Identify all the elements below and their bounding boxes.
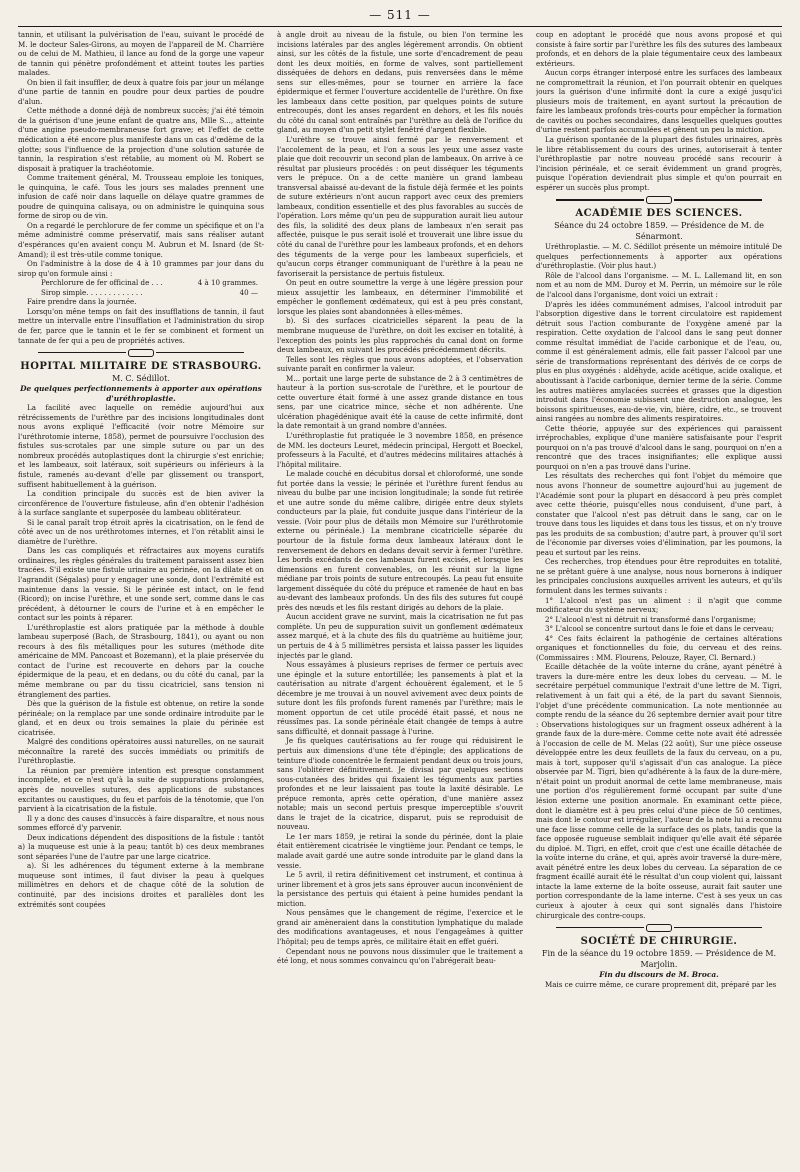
paragraph: Lorsqu'on mêne temps on fait des insufflations de tannin, il faut mettre un intervalle entre l'insufflation et l'administration du sirop de fer, parce que le tannin et le fer se combinent et forment un tannate de fer qui a peu de propriétés actives.: [18, 306, 264, 345]
paragraph: D'après les idées communément admises, l'alcool introduit par l'absorption digestive dans le torrent circulatoire est rapidement détruit sous l'action comburante de l'oxygène amené par la respiration. Cette oxydation de l'alcool dans le sang peut donner comme résultat immédiat de l'acide carbonique et de l'eau, ou, comme il est généralement admis, elle fait passer l'alcool par une série de transformations représentant des dérivés de ce corps de plus en plus oxygénés : aldéhyde, acide acétique, acide oxalique, et aboutissant à l'acide carbonique, dernier terme de la série. Comme les autres matières amylacées sucrées et grasses que la digestion introduit dans l'économie subissent une destruction analogue, les boissons spiritueuses, eau-de-vie, vin, bière, cidre, etc., se trouvent ainsi rangées au nombre des aliments respiratoires.: [536, 299, 782, 424]
paragraph: On peut en outre soumettre la verge à une légère pression pour mieux assujettir les lambeaux, en déterminer l'immobilité et empêcher le gonflement œdémateux, qui est à peu près constant, lorsque les plaies sont abandonnées à elles-mêmes.: [277, 278, 523, 316]
recipe-qty: 4 à 10 grammes.: [197, 278, 258, 288]
paragraph: Ces recherches, trop étendues pour être reproduites en totalité, ne se prêtant guère à une analyse, nous nous bornerons à indiquer les principales conclusions auxquelles arrivent les auteurs, et qu'ils formulent dans les termes suivants :: [536, 557, 782, 595]
paragraph: Comme traitement général, M. Trousseau emploie les toniques, le quinquina, le café. Tous les jours ses malades prennent une infusion de café noir dans laquelle on délaye quatre grammes de poudre de quinquina calisaya, ou on administre le quinquina sous forme de sirop ou de vin.: [18, 173, 264, 221]
paragraph: coup en adoptant le procédé que nous avons proposé et qui consiste à faire sortir par l'urèthre les fils des sutures des lambeaux profonds, et en dehors de la plaie tégumentaire ceux des lambeaux extérieurs.: [536, 30, 782, 68]
paragraph: à angle droit au niveau de la fistule, ou bien l'on termine les incisions latérales par des angles légèrement arrondis. On obtient ainsi, sur les côtés de la fistule, une sorte d'encadrement de peau dont les deux moitiés, en forme de valves, sont partiellement disséquées de dehors en dedans, puis renversées dans le même sens sur elles-mêmes, pour se tourner en arrière la face épidermique et fermer l'ouverture accidentelle de l'urèthre. On fixe les lambeaux dans cette position, par quelques points de suture entrecoupés, dont les anses regardent en dehors, et les fils noués du côté du canal sont entraînés par l'urèthre au delà de l'orifice du gland, au moyen d'un petit stylet fenêtré d'argent flexible.: [277, 30, 523, 135]
paragraph: M... portait une large perte de substance de 2 à 3 centimètres de hauteur à la portion sus-scrotale de l'urèthre, et le pourtour de cette ouverture était formé à une assez grande distance en tous sens, par une cicatrice mince, sèche et non adhérente. Une ulcération phagédénique avait été la cause de cette infirmité, dont la date remontait à un grand nombre d'années.: [277, 373, 523, 431]
paragraph: 4° Ces faits éclairent la pathogénie de certaines altérations organiques et fonctionnelles du foie, du cerveau et des reins. (Commissaires : MM. Flourens, Pelouze, Rayer, Cl. Bernard.): [536, 633, 782, 662]
paragraph: La guérison spontanée de la plupart des fistules urinaires, après le libre rétablissement du cours des urines, autoriserait à tenter l'uréthroplastie par notre nouveau procédé sans recourir à l'incision périnéale, et ce serait évidemment un grand progrès, puisque l'opération deviendrait plus simple et qu'on pourrait en espérer un succès plus prompt.: [536, 135, 782, 192]
section-divider: [556, 924, 762, 931]
paragraph: Deux indications dépendent des dispositions de la fistule : tantôt a) la muqueuse est unie à la peau; tantôt b) ces deux membranes sont séparées l'une de l'autre par une large cicatrice.: [18, 832, 264, 861]
recipe: [18, 278, 264, 297]
paragraph: tannin, et utilisant la pulvérisation de l'eau, suivant le procédé de M. le docteur Sales-Girons, au moyen de l'appareil de M. Charrière ou de celui de M. Mathieu, il lance au fond de la gorge une vapeur de tannin qui pénètre profondément et atteint toutes les parties malades.: [18, 30, 264, 78]
column-3: [536, 30, 782, 1168]
paragraph: Cette théorie, appuyée sur des expériences qui paraissent irréprochables, explique d'une manière satisfaisante pour l'esprit pourquoi on n'a pas trouvé d'alcool dans le sang, pourquoi on n'en a rencontré que des traces insignifiantes; elle explique aussi pourquoi on n'en a pas trouvé dans l'urine.: [536, 423, 782, 471]
column-1: [18, 30, 264, 1168]
paragraph: Aucun corps étranger interposé entre les surfaces des lambeaux ne compromettrait la réunion, et l'on pourrait obtenir en quelques jours la guérison d'une infirmité dont la cure a exigé jusqu'ici plusieurs mois de traitement, en ayant surtout la précaution de faire les lambeaux profonds très-courts pour empêcher la formation de cavités ou poches secondaires, dans lesquelles quelques gouttes d'urine restent parfois accumulées et gênent un peu la miction.: [536, 68, 782, 135]
paragraph: L'uréthroplastie fut pratiquée le 3 novembre 1858, en présence de MM. les docteurs Leuret, médecin principal, Hergott et Boeckel, professeurs à la Faculté, et d'autres médecins militaires attachés à l'hôpital militaire.: [277, 430, 523, 469]
paragraph: Faire prendre dans la journée.: [27, 297, 137, 307]
surgery-session: Fin de la séance du 19 octobre 1859. — Présidence de M. Marjolin.: [541, 949, 777, 970]
section-title: HOPITAL MILITAIRE DE STRASBOURG.: [20, 361, 262, 373]
surgery-topic: Fin du discours de M. Broca.: [599, 970, 719, 980]
paragraph: On l'administre à la dose de 4 à 10 grammes par jour dans du sirop qu'on formule ainsi :: [18, 259, 264, 278]
paragraph: La condition principale du succès est de bien aviver la circonférence de l'ouverture fistuleuse, afin d'en obtenir l'adhésion à la surface sanglante et superposée du lambeau oblitérateur.: [18, 489, 264, 518]
section-topic: De quelques perfectionnements à apporter aux opérations d'uréthroplastie.: [20, 384, 262, 403]
paragraph: Uréthroplastie. — M. C. Sédillot présente un mémoire intitulé De quelques perfectionnements à apporter aux opérations d'uréthroplastie. (Voir plus haut.): [536, 242, 782, 271]
paragraph: Dans les cas compliqués et réfractaires aux moyens curatifs ordinaires, les règles générales du traitement paraissent assez bien tracées. S'il existe une fistule urinaire au périnée, on la dilate et on l'agrandit (Ségalas) pour y engager une sonde, dont l'extrémité est maintenue dans la vessie. Si le périnée est intact, on le fend (Ricord); on incise l'urèthre, et une sonde sert, comme dans le cas précédent, à détourner le cours de l'urine et à en empêcher le contact sur les points à réparer.: [18, 546, 264, 623]
paragraph: Le 5 avril, il retira définitivement cet instrument, et continua à uriner librement et à gros jets sans éprouver aucun inconvénient de la persistance des pertuis qui étaient à peine humides pendant la miction.: [277, 870, 523, 908]
paragraph: Le 1er mars 1859, je retirai la sonde du périnée, dont la plaie était entièrement cicatrisée le vingtième jour. Pendant ce temps, le malade avait gardé une autre sonde introduite par le gland dans la vessie.: [277, 831, 523, 870]
paragraph: La facilité avec laquelle on remédie aujourd'hui aux rétrécissements de l'urèthre par des incisions longitudinales dont nous avons expliqué l'efficacité (voir notre Mémoire sur l'uréthrotomie interne, 1858), permet de poursuivre l'occlusion des fistules sus-scrotales par une simple suture ou par un des nombreux procédés autoplastiques dont la chirurgie s'est enrichie; et les lambeaux, soit latéraux, soit supérieurs ou inférieurs à la fistule, ramenés au-devant d'elle par glissement ou transport, suffisent habituellement à la guérison.: [18, 403, 264, 489]
recipe-item: Sirop simple. . . . . . . . . . . . .: [41, 287, 143, 297]
paragraph: Si le canal paraît trop étroit après la cicatrisation, on le fend de côté avec un de nos uréthrotomes internes, et l'on rétablit ainsi le diamètre de l'urèthre.: [18, 517, 264, 546]
section-divider: [38, 349, 244, 356]
paragraph: 1° L'alcool n'est pas un aliment : il n'agit que comme modificateur du système nerveux;: [536, 595, 782, 615]
paragraph: Aucun accident grave ne survint, mais la cicatrisation ne fut pas complète. Un peu de suppuration suivit un gonflement œdémateux assez marqué, et à la chute des fils du quatrième au huitième jour, un pertuis de 4 à 5 millimètres persista et laissa passer les liquides injectés par le gland.: [277, 612, 523, 660]
paragraph: Cette méthode a donné déjà de nombreux succès; j'ai été témoin de la guérison d'une jeune enfant de quatre ans, Mlle S..., atteinte d'une angine pseudo-membraneuse fort grave; et l'effet de cette médication a été encore plus manifeste dans un cas d'œdème de la glotte; sous l'influence de la projection d'une solution saturée de tannin, la respiration s'est rétablie, au moment où M. Robert se disposait à pratiquer la trachéotomie.: [18, 106, 264, 173]
recipe-line: [18, 278, 264, 288]
page-number: — 511 —: [369, 8, 431, 22]
paragraph: Le malade couché en décubitus dorsal et chloroformé, une sonde fut portée dans la vessie; le périnée et l'urèthre furent fendus au niveau du bulbe par une incision longitudinale; la sonde fut retirée et une autre sonde du même calibre, dirigée entre deux stylets conducteurs par la plaie, fut conduite jusque dans l'intérieur de la vessie. (Voir pour plus de détails mon Mémoire sur l'uréthrotomie externe ou périnéale.) La membrane cicatricielle séparée du pourtour de la fistule forma deux lambeaux latéraux dont le renversement de dehors en dedans devait servir à fermer l'urèthre. Les bords excédants de ces lambeaux furent excisés, et lorsque les dimensions en furent convenables, on les réunit sur la ligne médiane par trois points de suture entrecoupés. La peau fut ensuite largement disséquée du côté du prépuce et ramenée de haut en bas au-devant des lambeaux profonds. Un des fils des sutures fut coupé près des nœuds et les fils restant dirigés au dehors de la plaie.: [277, 469, 523, 612]
paragraph: On a regardé le perchlorure de fer comme un spécifique et on l'a même administré comme préservatif, mais sans réaliser autant d'espérances qu'en avaient conçu M. Aubrun et M. Isnard (de St-Amand); il est très-utile comme tonique.: [18, 220, 264, 259]
paragraph: Rôle de l'alcool dans l'organisme. — M. L. Lallemand lit, en son nom et au nom de MM. Duroy et M. Perrin, un mémoire sur le rôle de l'alcool dans l'organisme, dont voici un extrait :: [536, 270, 782, 300]
academy-session: Séance du 24 octobre 1859. — Présidence de M. de Sénarmont.: [554, 221, 764, 242]
columns: [18, 30, 782, 1168]
paragraph: a). Si les adhérences du tégument externe à la membrane muqueuse sont intimes, il faut diviser la peau à quelques millimètres en dehors et de chaque côté de la solution de continuité, par des incisions droites et parallèles dont les extrémités sont coupées: [18, 861, 264, 909]
recipe-item: Perchlorure de fer officinal de . . .: [41, 278, 163, 288]
column-2: [277, 30, 523, 1168]
paragraph: Mais ce cuirre même, ce curare proprement dit, préparé par les: [545, 979, 777, 989]
paragraph: Ecaille détachée de la voûte interne du crâne, ayant pénétré à travers la dure-mère entre les deux lobes du cerveau. — M. le secrétaire perpétuel communique l'extrait d'une lettre de M. Tigri, relativement à un fait qui a été, de la part du savant Siennois, l'objet d'une précédente communication. La note mentionnée au compte rendu de la séance du 26 septembre dernier avait pour titre : Observations histologiques sur un fragment osseux adhérent à la grande faux de la dure-mère. Comme cette note avait été adressée à l'occasion de celle de M. Melas (22 août), Sur une pièce osseuse développée entre les deux feuillets de la faux du cerveau, on a pu, mais à tort, supposer qu'il s'agissait d'un cas analogue. La pièce observée par M. Tigri, bien qu'adhérente à la faux de la dure-mère, n'était point un produit anormal de cette lame membraneuse, mais une portion d'os régulièrement formé occupant par suite d'une lésion externe une position anormale. En examinant cette pièce, dont le diamètre est à peu près celui d'une pièce de 50 centimes, mais dont le contour est irrégulier, l'auteur de la note lui a reconnu une face lisse comme celle de la surface des os plats, tandis que la face opposée rugueuse semblait indiquer qu'elle avait été séparée du diploé. M. Tigri, en effet, croit que c'est une écaille détachée de la voûte interne du crâne, et qui, après avoir traversé la dure-mère, avait pénétré entre les deux lobes du cerveau. La séparation de ce fragment écaillé aurait été le résultat d'un coup violent qui, laissant intacte la lame externe de la boîte osseuse, aurait fait sauter une portion correspondante de la lame interne. C'est à ses yeux un cas curieux à ajouter à ceux qui sont signalés dans l'histoire chirurgicale des contre-coups.: [536, 662, 782, 920]
section-divider: [556, 196, 762, 203]
paragraph: Nous pensâmes que le changement de régime, l'exercice et le grand air amèneraient dans la constitution lymphatique du malade des modifications avantageuses, et nous l'engageâmes à quitter l'hôpital; peu de temps après, ce militaire était en effet guéri.: [277, 908, 523, 946]
recipe-qty: 40 —: [239, 287, 258, 297]
paragraph: L'urèthre se trouve ainsi fermé par le renversement et l'accolement de la peau, et l'on a sous les yeux une assez vaste plaie que doit recouvrir un second plan de lambeaux. On arrive à ce résultat par plusieurs procédés : on peut disséquer les téguments vers le prépuce. On a de cette manière un grand lambeau transversal abaissé au-devant de la fistule déjà fermée et les points de suture extérieurs n'ont aucun rapport avec ceux des premiers lambeaux, condition essentielle et des plus favorables au succès de l'opération. Lors même qu'un peu de suppuration aurait lieu autour des fils, la solidité des deux plans de lambeaux n'en serait pas affectée, puisque le pus serait isolé et trouverait une libre issue du côté du canal de l'urèthre pour les lambeaux profonds, et en dehors des téguments de la verge pour les lambeaux superficiels, et qu'aucun corps étranger communiquant de l'urèthre à la peau ne favoriserait la persistance de pertuis fistuleux.: [277, 135, 523, 278]
paragraph: 2° L'alcool n'est ni détruit ni transformé dans l'organisme;: [545, 614, 756, 624]
paragraph: Telles sont les règles que nous avons adoptées, et l'observation suivante paraît en confirmer la valeur.: [277, 354, 523, 374]
paragraph: L'uréthroplastie est alors pratiquée par la méthode à double lambeau superposé (Bach, de Strasbourg, 1841), ou ayant ou non recours à des fils métalliques pour les sutures (méthode dite américaine de MM. Pancoast et Bozemann), et la plaie préservée du contact de l'urine est recouverte en dehors par la couche épidermique de la peau, et en dedans, ou du côté du canal, par la même membrane ou par du tissu cicatriciel, sans tension ni étranglement des parties.: [18, 622, 264, 699]
paragraph: Nous essayâmes à plusieurs reprises de fermer ce pertuis avec une épingle et la suture entortillée; les pansements à plat et la cautérisation au nitrate d'argent échouèrent également, et le 5 décembre je me trouvai à un nouvel avivement avec deux points de suture dont les fils profonds furent ramenés par l'urèthre; mais le moment opportun de cet utile procédé était passé, et nous ne réussîmes pas. La sonde périnéale était changée de temps à autre sans difficulté, et donnait passage à l'urine.: [277, 660, 523, 736]
academy-title: ACADÉMIE DES SCIENCES.: [575, 208, 743, 220]
recipe-line: [18, 288, 264, 298]
paragraph: Je fis quelques cautérisations au fer rouge qui réduisirent le pertuis aux dimensions d'une tête d'épingle; des applications de teinture d'iode concentrée le fermaient pendant deux ou trois jours, sans l'oblitérer définitivement. Je divisai par quelques sections sous-cutanées des brides qui fixaient les téguments aux parties profondes et ne leur laissaient pas toute la laxité désirable. Le prépuce remonta, après cette opération, d'une manière assez notable; mais un second pertuis presque imperceptible s'ouvrit dans le trajet de la cicatrice, disparut, puis se reproduisit de nouveau.: [277, 736, 523, 832]
paragraph: b). Si des surfaces cicatricielles séparent la peau de la membrane muqueuse de l'urèthre, on doit les exciser en totalité, à l'exception des points les plus rapprochés du canal dont on forme deux lambeaux, en suivant les procédés précédemment décrits.: [277, 316, 523, 355]
paragraph: Dès que la guérison de la fistule est obtenue, on retire la sonde périnéale; on la remplace par une sonde ordinaire introduite par le gland, et en deux ou trois semaines la plaie du périnée est cicatrisée.: [18, 699, 264, 737]
paragraph: La réunion par première intention est presque constamment incomplète, et ce n'est qu'à la suite de suppurations prolongées, après de nouvelles sutures, des applications de substances excitantes ou caustiques, du feu et parfois de la ténotomie, que l'on parvient à la cicatrisation de la fistule.: [18, 765, 264, 814]
section-author: M. C. Sédillot.: [112, 374, 170, 384]
paragraph: Les résultats des recherches qui font l'objet du mémoire que nous avons l'honneur de soumettre aujourd'hui au jugement de l'Académie sont pour la plupart en désaccord à peu près complet avec cette théorie, puisqu'elles nous conduisent, d'une part, à constater que l'alcool n'est pas détruit dans le sang, car on le trouve dans tous les liquides et dans tous les tissus, et on n'y trouve pas les produits de sa combustion; d'autre part, à prouver qu'il sort de l'économie par diverses voies d'élimination, par les poumons, la peau et surtout par les reins.: [536, 471, 782, 557]
paragraph: 3° L'alcool se concentre surtout dans le foie et dans le cerveau;: [545, 624, 775, 634]
surgery-title: SOCIÉTÉ DE CHIRURGIE.: [580, 936, 738, 948]
paragraph: On bien il fait insuffler, de deux à quatre fois par jour un mélange d'une partie de tannin en poudre pour deux parties de poudre d'alun.: [18, 77, 264, 106]
header-rule: [18, 26, 782, 27]
paragraph: Cependant nous ne pouvons nous dissimuler que le traitement a été long, et nous sommes convaincu qu'on l'abrégerait beau-: [277, 946, 523, 966]
paragraph: Il y a donc des causes d'insuccès à faire disparaître, et nous nous sommes efforcé d'y parvenir.: [18, 813, 264, 833]
paragraph: Malgré des conditions opératoires aussi naturelles, on ne saurait méconnaître la rareté des succès immédiats ou primitifs de l'uréthroplastie.: [18, 737, 264, 766]
